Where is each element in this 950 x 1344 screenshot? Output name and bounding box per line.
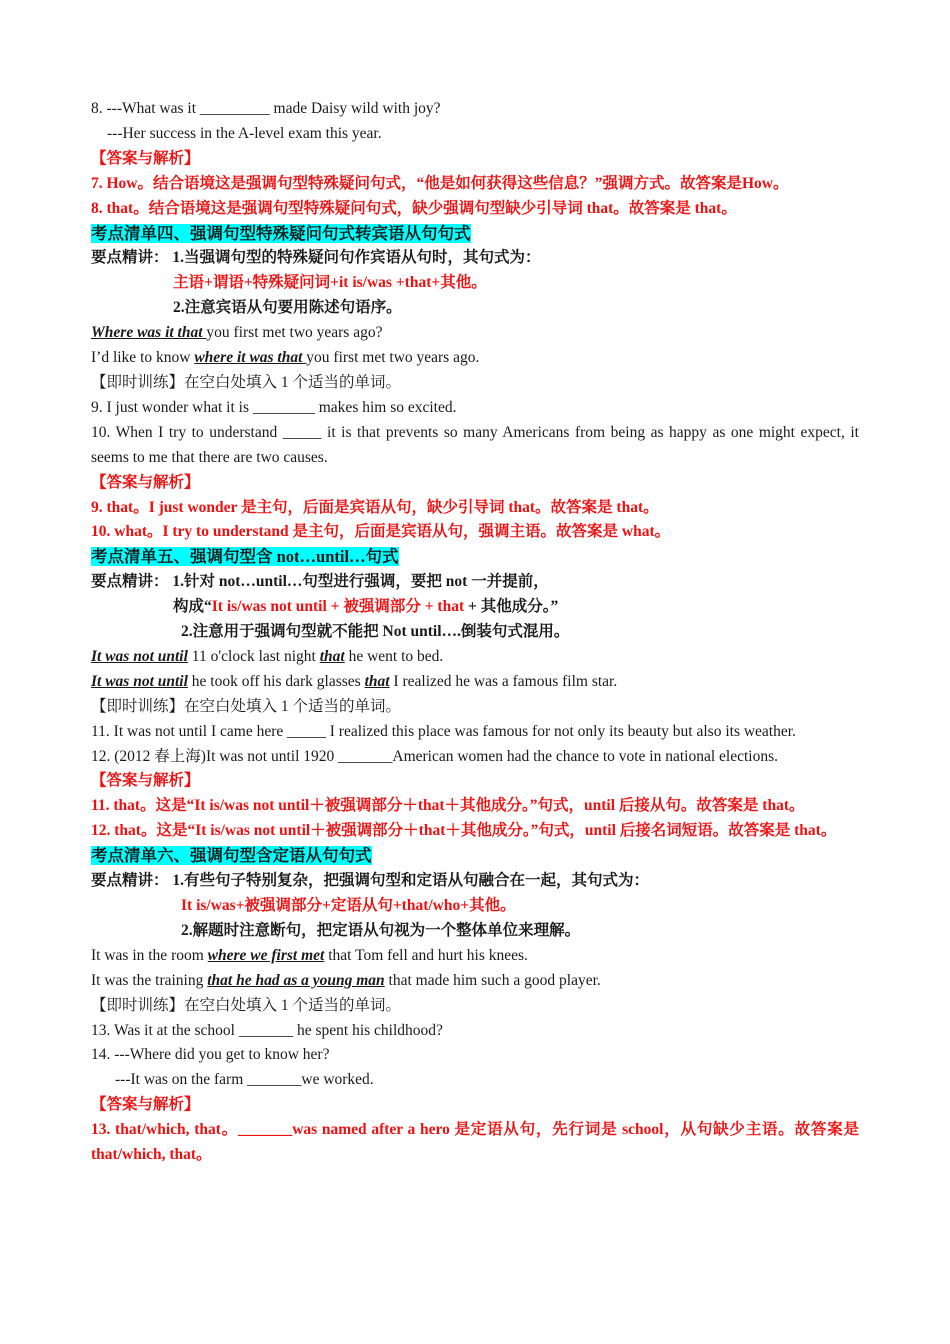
answer-heading: 【答案与解析】 [91, 149, 200, 167]
example-6b [91, 969, 859, 994]
section-5-formula-suffix: + 其他成分。” [464, 598, 559, 616]
example-5a-middle: 11 o'clock last night [187, 647, 320, 665]
example-4a-text: you first met two years ago? [206, 324, 383, 342]
answer-heading: 【答案与解析】 [91, 772, 200, 790]
drill-heading: 【即时训练】在空白处填入 1 个适当的单词。 [91, 996, 402, 1014]
example-5b-middle: he took off his dark glasses [187, 672, 365, 690]
example-5b-emphasis-1: It was not until [91, 672, 188, 690]
example-4b [91, 346, 859, 371]
section-6-point-2: 2.解题时注意断句，把定语从句视为一个整体单位来理解。 [181, 921, 581, 939]
question-11: 11. It was not until I came here _____ I realized this place was famous for not only its beauty but also its weather. [91, 722, 796, 740]
question-14-line-2: ---It was on the farm _______we worked. [115, 1071, 374, 1089]
answer-12: 12. that。这是“It is/was not until＋被强调部分＋that＋其他成分。”句式，until 后接名词短语。故答案是 that。 [91, 822, 837, 840]
section-4-point-1: 要点精讲： 1.当强调句型的特殊疑问句作宾语从句时，其句式为： [91, 249, 541, 267]
drill-heading: 【即时训练】在空白处填入 1 个适当的单词。 [91, 373, 402, 391]
example-5b [91, 670, 859, 695]
question-9: 9. I just wonder what it is ________ makes him so excited. [91, 398, 457, 416]
question-8-line-1: 8. ---What was it _________ made Daisy wild with joy? [91, 100, 441, 117]
example-6a-prefix: It was in the room [91, 946, 208, 964]
answer-13: 13. that/which, that。_______was named after a hero 是定语从句，先行词是 school，从句缺少主语。故答案是 that/which, that。 [91, 1121, 859, 1164]
section-4-point-2: 2.注意宾语从句要用陈述句语序。 [173, 299, 402, 317]
drill-heading: 【即时训练】在空白处填入 1 个适当的单词。 [91, 697, 402, 715]
example-4b-text: you first met two years ago. [306, 349, 480, 367]
section-5-title: 考点清单五、强调句型含 not…until…句式 [91, 547, 399, 567]
section-6-formula: It is/was+被强调部分+定语从句+that/who+其他。 [181, 897, 516, 914]
example-6a [91, 944, 859, 969]
section-5-point-2: 2.注意用于强调句型就不能把 Not until….倒装句式混用。 [181, 623, 570, 641]
section-4-title: 考点清单四、强调句型特殊疑问句式转宾语从句句式 [91, 223, 471, 243]
answer-8: 8. that。结合语境这是强调句型特殊疑问句式，缺少强调句型缺少引导词 that。故答案是 that。 [91, 199, 737, 217]
example-6a-emphasis: where we first met [207, 946, 325, 964]
example-4b-emphasis: where it was that [194, 349, 307, 367]
answer-11: 11. that。这是“It is/was not until＋被强调部分＋that＋其他成分。”句式，until 后接从句。故答案是 that。 [91, 797, 805, 815]
example-5b-text: I realized he was a famous film star. [389, 672, 618, 690]
question-14-line-1: 14. ---Where did you get to know her? [91, 1046, 330, 1064]
example-4b-prefix: I’d like to know [91, 349, 195, 367]
section-6-heading [91, 844, 859, 869]
example-6b-prefix: It was the training [91, 971, 208, 989]
example-5a-text: he went to bed. [344, 647, 444, 665]
example-5b-emphasis-2: that [364, 672, 390, 690]
section-5-heading [91, 545, 859, 570]
question-12: 12. (2012 春上海)It was not until 1920 _______American women had the chance to vote in national elections. [91, 747, 779, 765]
question-13: 13. Was it at the school _______ he spent his childhood? [91, 1021, 443, 1039]
question-8-line-2: ---Her success in the A-level exam this year. [107, 124, 382, 142]
example-6b-emphasis: that he had as a young man [207, 971, 385, 989]
section-6-title: 考点清单六、强调句型含定语从句句式 [91, 846, 372, 866]
example-4a [91, 321, 859, 346]
example-6a-text: that Tom fell and hurt his knees. [324, 946, 528, 964]
example-5a [91, 645, 859, 670]
section-5-formula-red: It is/was not until + 被强调部分 + that [211, 598, 465, 616]
example-6b-text: that made him such a good player. [384, 971, 601, 989]
example-5a-emphasis-2: that [319, 647, 345, 665]
example-5a-emphasis-1: It was not until [91, 647, 188, 665]
document-body [91, 97, 859, 1168]
answer-7: 7. How。结合语境这是强调句型特殊疑问句式，“他是如何获得这些信息？”强调方式。故答案是How。 [91, 174, 789, 192]
section-4-formula: 主语+谓语+特殊疑问词+it is/was +that+其他。 [173, 274, 487, 292]
answer-heading: 【答案与解析】 [91, 473, 200, 491]
section-5-point-1: 要点精讲： 1.针对 not…until…句型进行强调，要把 not 一并提前， [91, 573, 549, 591]
section-6-point-1: 要点精讲： 1.有些句子特别复杂，把强调句型和定语从句融合在一起，其句式为： [91, 872, 650, 890]
answer-10: 10. what。I try to understand 是主句，后面是宾语从句，强调主语。故答案是 what。 [91, 523, 671, 541]
section-4-heading [91, 222, 859, 247]
answer-heading: 【答案与解析】 [91, 1096, 200, 1114]
section-5-formula-prefix: 构成“ [173, 598, 212, 616]
section-5-formula [91, 595, 859, 620]
question-10: 10. When I try to understand _____ it is that prevents so many Americans from being as happy as one might expect, it seems to me that there are two causes. [91, 423, 859, 466]
answer-9: 9. that。I just wonder 是主句，后面是宾语从句，缺少引导词 that。故答案是 that。 [91, 498, 659, 516]
example-4a-emphasis: Where was it that [91, 324, 207, 342]
